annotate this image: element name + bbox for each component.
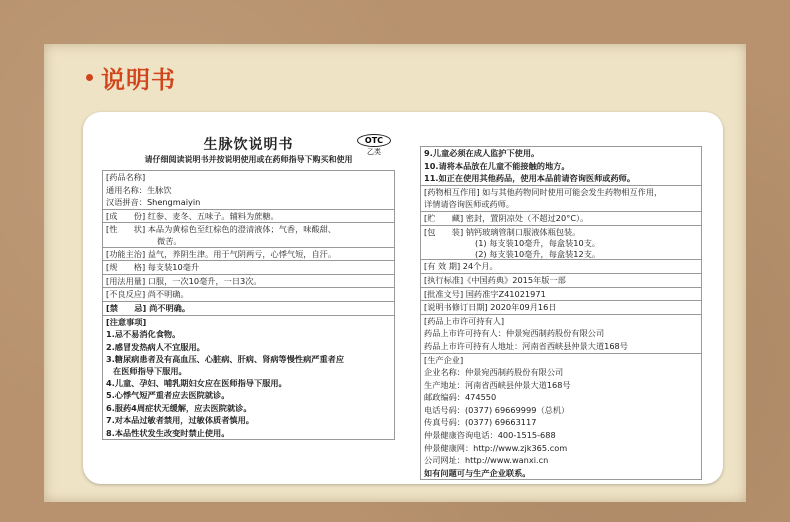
right-row: 生产地址：河南省西峡县仲景大道168号 (424, 379, 571, 390)
left-row: [性 状] 本品为黄棕色至红棕色的澄清液体；气香，味酸甜、 (103, 222, 394, 236)
right-row: 公司网址：http://www.wanxi.cn (424, 455, 549, 466)
section-heading-text: 说明书 (101, 66, 176, 94)
section-heading (86, 60, 176, 95)
right-row: [药物相互作用] 如与其他药物同时使用可能会发生药物相互作用， (421, 185, 701, 199)
left-row: 微苦。 (157, 235, 182, 246)
left-row: 4.儿童、孕妇、哺乳期妇女应在医师指导下服用。 (106, 377, 287, 388)
right-row: 传真号码：(0377) 69663117 (424, 417, 537, 428)
right-row: (2) 每支装10毫升，每盒装12支。 (475, 248, 601, 259)
right-row: 电话号码：(0377) 69669999（总机） (424, 404, 570, 415)
left-row: 在医师指导下服用。 (113, 365, 187, 376)
leaflet-subtitle: 请仔细阅读说明书并按说明使用或在药师指导下购买和使用 (144, 155, 353, 164)
right-row: 如有问题可与生产企业联系。 (424, 467, 531, 478)
left-row: 2.感冒发热病人不宜服用。 (106, 341, 205, 352)
right-row: 企业名称：仲景宛西制药股份有限公司 (424, 367, 564, 378)
left-row: 6.服药4周症状无缓解，应去医院就诊。 (106, 402, 252, 413)
otc-mark: OTC (357, 134, 391, 147)
left-row: [注意事项] (103, 315, 394, 329)
otc-class: 乙类 (367, 148, 381, 156)
left-row: [禁 忌] 尚不明确。 (103, 301, 394, 315)
left-info-table (102, 170, 395, 440)
left-row: [规 格] 每支装10毫升 (103, 260, 394, 274)
right-row: [说明书修订日期] 2020年09月16日 (421, 300, 701, 314)
right-row: 药品上市许可持有人地址：河南省西峡县仲景大道168号 (424, 340, 628, 351)
leaflet-left-column (102, 136, 395, 440)
right-row: (1) 每支装10毫升，每盒装10支。 (475, 238, 601, 249)
right-row: [批准文号] 国药准字Z41021971 (421, 287, 701, 301)
left-row: [成 份] 红参、麦冬、五味子。辅料为蔗糖。 (103, 209, 394, 223)
right-row: 9.儿童必须在成人监护下使用。 (424, 148, 540, 158)
right-row: [包 装] 钠钙玻璃管制口服液体瓶包装。 (421, 225, 701, 239)
left-row: 1.忌不易消化食物。 (106, 329, 181, 340)
right-row: [执行标准]《中国药典》2015年版一部 (421, 273, 701, 287)
bullet-dot-icon (86, 74, 93, 81)
right-row: 详情请咨询医师或药师。 (424, 199, 515, 210)
right-row: 药品上市许可持有人：仲景宛西制药股份有限公司 (424, 328, 605, 339)
left-row: 5.心悸气短严重者应去医院就诊。 (106, 390, 230, 401)
leaflet-title: 生脉饮说明书 (203, 137, 294, 153)
right-row: [生产企业] (421, 353, 701, 367)
left-row: 7.对本品过敏者禁用，过敏体质者慎用。 (106, 415, 254, 426)
right-row: [有 效 期] 24个月。 (421, 259, 701, 273)
left-row: 汉语拼音：Shengmaiyin (106, 197, 201, 208)
right-info-table (420, 146, 702, 480)
right-row: 10.请将本品放在儿童不能接触的地方。 (424, 160, 570, 171)
right-row: 仲景健康网：http://www.zjk365.com (424, 442, 568, 453)
left-row: 通用名称：生脉饮 (106, 184, 172, 195)
right-row: [贮 藏] 密封，置阴凉处（不超过20°C）。 (421, 211, 701, 225)
right-row: 仲景健康咨询电话：400-1515-688 (424, 430, 556, 441)
left-row: 3.糖尿病患者及有高血压、心脏病、肝病、肾病等慢性病严重者应 (106, 354, 345, 365)
left-row: [用法用量] 口服，一次10毫升，一日3次。 (103, 274, 394, 288)
right-row: 11.如正在使用其他药品，使用本品前请咨询医师或药师。 (424, 173, 636, 184)
right-row: 邮政编码：474550 (424, 392, 497, 403)
leaflet-right-column (420, 146, 702, 480)
left-row: [功能主治] 益气，养阴生津。用于气阴两亏，心悸气短，自汗。 (103, 247, 394, 261)
right-row: [药品上市许可持有人] (421, 314, 701, 328)
left-row: [药品名称] (106, 172, 146, 182)
left-row: [不良反应] 尚不明确。 (103, 287, 394, 301)
left-row: 8.本品性状发生改变时禁止使用。 (106, 427, 230, 438)
